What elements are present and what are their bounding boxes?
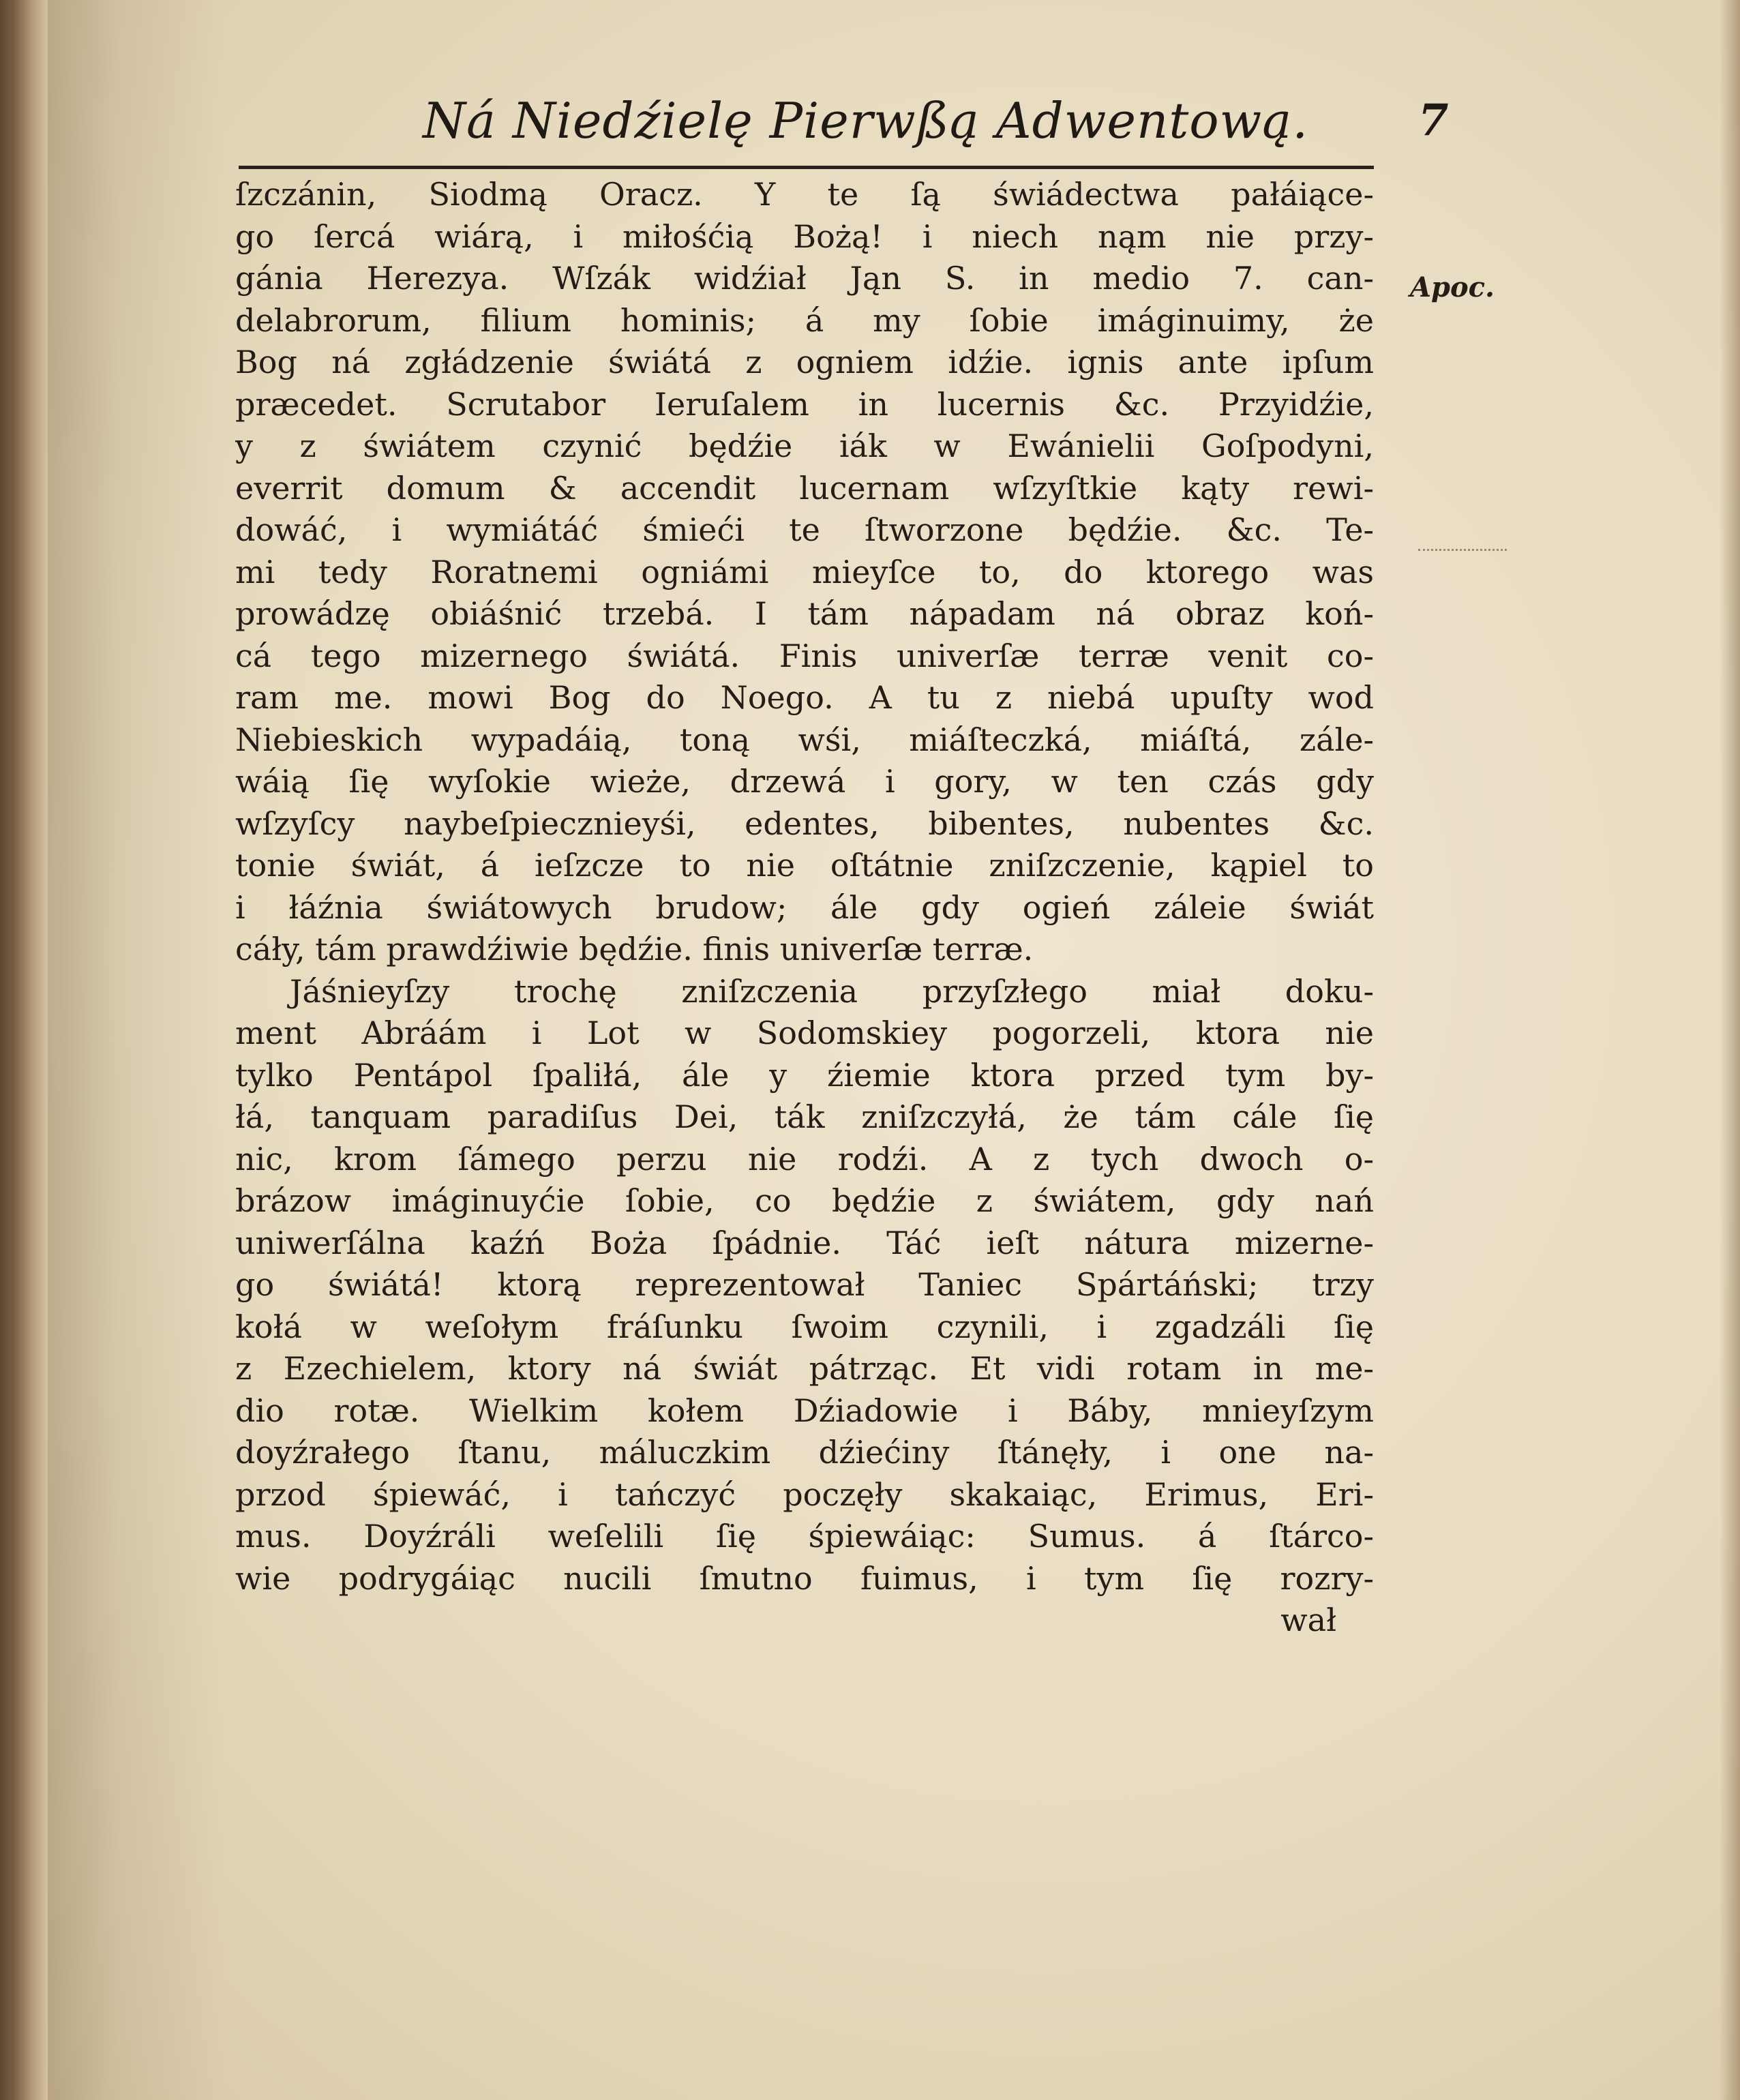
text-line: wie podrygáiąc nucili ſmutno fuimus, i tym ſię rozry- [235,1559,1374,1597]
text-line: ram me. mowi Bog do Noego. A tu z niebá upuſty wod [235,679,1374,716]
text-line: Bog ná zgłádzenie świátá z ogniem idźie. ignis ante ipſum [235,344,1374,380]
running-title: Ná Niedźielę Pierwßą Adwentową. [423,92,1309,149]
text-line: łá, tanquam paradiſus Dei, ták zniſzczyłá, że tám cále ſię [235,1098,1374,1135]
text-line: ſzczánin, Siodmą Oracz. Y te ſą świádectwa pałáiące- [235,176,1374,213]
text-line: tylko Pentápol ſpaliłá, ále y źiemie ktora przed tym by- [235,1056,1374,1094]
text-line: everrit domum & accendit lucernam wſzyſtkie kąty rewi- [235,469,1374,507]
text-line: mus. Doyźráli weſelili ſię śpiewáiąc: Sumus. á ſtárco- [235,1518,1374,1555]
text-line: przod śpiewáć, i tańczyć poczęły skakaiąc, Erimus, Eri- [235,1475,1374,1513]
text-line: gánia Herezya. Wſzák widźiał Jąn S. in medio 7. can- [235,260,1374,297]
text-line: doyźrałego ſtanu, máluczkim dźiećiny ſtánęły, i one na- [235,1434,1374,1471]
header-rule [239,166,1374,169]
page-header [225,92,1466,167]
text-line: prowádzę obiáśnić trzebá. I tám nápadam ná obraz koń- [235,595,1374,632]
text-line: cá tego mizernego świátá. Finis univerſæ terræ venit co- [235,637,1374,674]
text-line: z Ezechielem, ktory ná świát pátrząc. Et vidi rotam in me- [235,1350,1374,1387]
text-line: brázow imáginuyćie ſobie, co będźie z świátem, gdy nań [235,1182,1374,1219]
page-edge [1720,0,1740,2100]
margin-mark [1418,549,1507,551]
text-line: ment Abráám i Lot w Sodomskiey pogorzeli, ktora nie [235,1015,1374,1051]
margin-note: Apoc. [1410,271,1495,303]
text-line: nic, krom ſámego perzu nie rodźi. A z tych dwoch o- [235,1140,1374,1178]
text-line: wáią ſię wyſokie wieże, drzewá i gory, w ten czás gdy [235,763,1374,800]
text-line: dowáć, i wymiátáć śmieći te ſtworzone będźie. &c. Te- [235,511,1374,548]
text-line: go ſercá wiárą, i miłośćią Bożą! i niech nąm nie przy- [235,217,1374,255]
book-binding [0,0,48,2100]
text-line: i łáźnia świátowych brudow; ále gdy ogień záleie świát [235,888,1374,926]
text-line: y z świátem czynić będźie iák w Ewánielii Goſpodyni, [235,427,1374,464]
text-line: kołá w weſołym fráſunku ſwoim czynili, i zgadzáli ſię [235,1308,1374,1345]
text-line: mi tedy Roratnemi ogniámi mieyſce to, do ktorego was [235,553,1374,590]
text-line: præcedet. Scrutabor Ieruſalem in lucernis &c. Przyidźie, [235,385,1374,423]
text-line: dio rotæ. Wielkim kołem Dźiadowie i Báby, mnieyſzym [235,1392,1374,1429]
text-line: Niebieskich wypadáią, toną wśi, miáſteczká, miáſtá, zále- [235,721,1374,758]
text-line: cáły, tám prawdźiwie będźie. finis univerſæ terræ. [235,931,1034,967]
text-line: tonie świát, á ieſzcze to nie oſtátnie zniſzczenie, kąpiel to [235,847,1374,884]
text-line: uniwerſálna kaźń Boża ſpádnie. Táć ieſt nátura mizerne- [235,1224,1374,1261]
body-text [235,174,1374,1642]
gutter-shadow [48,0,225,2100]
text-line: delabrorum, filium hominis; á my ſobie imáginuimy, że [235,301,1374,339]
catchword: wał [1280,1602,1336,1638]
text-line: Jáśnieyſzy trochę zniſzczenia przyſzłego miał doku- [290,972,1374,1010]
page-number: 7 [1418,95,1449,146]
text-line: wſzyſcy naybeſpiecznieyśi, edentes, bibentes, nubentes &c. [235,805,1374,842]
text-line: go świátá! ktorą reprezentował Taniec Spártáński; trzy [235,1266,1374,1303]
